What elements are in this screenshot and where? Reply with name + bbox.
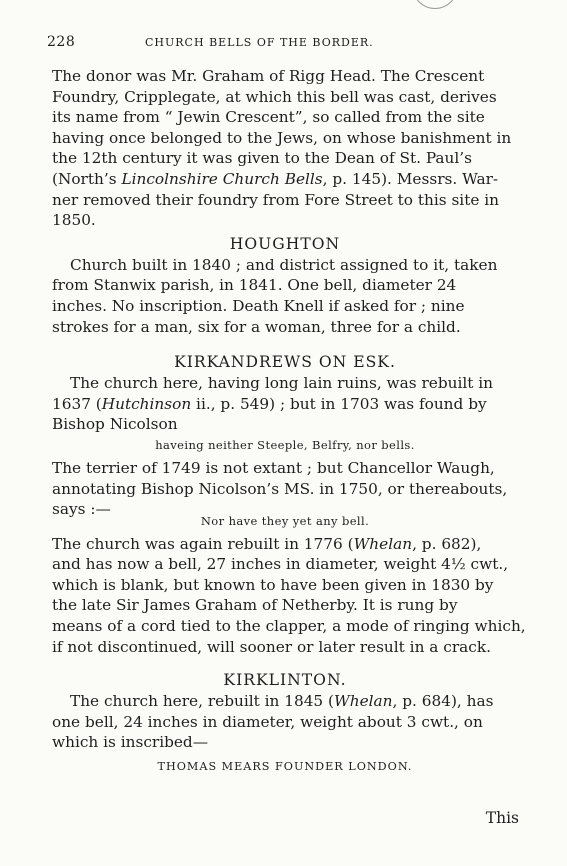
text-line: its name from “ Jewin Crescent”, so called from the site bbox=[52, 108, 485, 127]
text-line: ner removed their foundry from Fore Street to this site in bbox=[52, 190, 500, 209]
text-line: means of a cord tied to the clapper, a mode of ringing which, bbox=[52, 617, 526, 636]
text-line: annotating Bishop Nicolson’s MS. in 1750, or thereabouts, bbox=[52, 479, 508, 498]
citation-whelan: Whelan bbox=[353, 534, 413, 553]
text-run: 1637 ( bbox=[52, 394, 102, 413]
text-run: , p. 684), has bbox=[392, 692, 494, 711]
text-line: the late Sir James Graham of Netherby. It is rung by bbox=[52, 596, 458, 615]
text-line: having once belonged to the Jews, on whose banishment in bbox=[52, 128, 512, 147]
paragraph-kirkandrews bbox=[52, 373, 518, 435]
text-run: , p. 145). Messrs. War- bbox=[322, 169, 499, 188]
text-line bbox=[52, 394, 518, 415]
quotation-nicolson: haveing neither Steeple, Belfry, nor bells. bbox=[155, 437, 415, 452]
text-line: and has now a bell, 27 inches in diameter, weight 4½ cwt., bbox=[52, 555, 509, 574]
catchword: This bbox=[485, 809, 519, 827]
text-line: The church here, having long lain ruins, was rebuilt in bbox=[70, 374, 494, 393]
paragraph-houghton bbox=[52, 255, 518, 337]
text-line: 1850. bbox=[52, 211, 96, 230]
bell-inscription: THOMAS MEARS FOUNDER LONDON. bbox=[157, 760, 413, 774]
quotation-waugh: Nor have they yet any bell. bbox=[200, 513, 370, 528]
text-run: , p. 682), bbox=[412, 534, 482, 553]
text-line: which is blank, but known to have been given in 1830 by bbox=[52, 575, 494, 594]
paragraph-kirkandrews-bell bbox=[52, 534, 526, 658]
text-line: the 12th century it was given to the Dean of St. Paul’s bbox=[52, 149, 472, 168]
running-title: CHURCH BELLS OF THE BORDER. bbox=[145, 36, 374, 49]
paragraph-kirklinton bbox=[52, 691, 518, 753]
section-heading-kirkandrews: KIRKANDREWS ON ESK. bbox=[174, 353, 396, 372]
text-line bbox=[52, 534, 518, 555]
text-line: The donor was Mr. Graham of Rigg Head. The Crescent bbox=[52, 67, 485, 85]
page-header bbox=[47, 34, 527, 54]
text-line: one bell, 24 inches in diameter, weight about 3 cwt., on bbox=[52, 712, 483, 731]
text-run: ii., p. 549) ; but in 1703 was found by bbox=[191, 394, 487, 413]
citation-hutchinson: Hutchinson bbox=[101, 394, 192, 413]
page-number: 228 bbox=[47, 34, 76, 50]
text-line: Bishop Nicolson bbox=[52, 415, 178, 434]
text-line: Church built in 1840 ; and district assigned to it, taken bbox=[70, 255, 498, 274]
citation-whelan: Whelan bbox=[334, 692, 393, 711]
text-run: (North’s bbox=[52, 169, 122, 188]
text-line: inches. No inscription. Death Knell if asked for ; nine bbox=[52, 296, 465, 315]
text-line: if not discontinued, will sooner or later result in a crack. bbox=[52, 637, 491, 656]
text-line: The terrier of 1749 is not extant ; but Chancellor Waugh, bbox=[52, 458, 495, 477]
text-line: Foundry, Cripplegate, at which this bell was cast, derives bbox=[52, 87, 497, 106]
text-run: The church here, rebuilt in 1845 ( bbox=[70, 692, 334, 711]
page-body bbox=[52, 66, 526, 777]
section-heading-kirklinton: KIRKLINTON. bbox=[223, 671, 347, 690]
book-title-citation: Lincolnshire Church Bells bbox=[121, 169, 323, 188]
text-line: from Stanwix parish, in 1841. One bell, diameter 24 bbox=[52, 276, 457, 295]
text-line bbox=[52, 691, 518, 712]
text-run: The church was again rebuilt in 1776 ( bbox=[52, 534, 354, 553]
text-line: says :— bbox=[52, 500, 111, 519]
text-line: strokes for a man, six for a woman, three for a child. bbox=[52, 317, 461, 336]
paragraph-crescent-foundry bbox=[52, 66, 518, 231]
text-line bbox=[52, 169, 518, 190]
text-line: which is inscribed— bbox=[52, 733, 209, 752]
paragraph-kirkandrews-terrier bbox=[52, 458, 518, 520]
page-corner-curl bbox=[412, 0, 458, 9]
section-heading-houghton: HOUGHTON bbox=[229, 234, 341, 253]
